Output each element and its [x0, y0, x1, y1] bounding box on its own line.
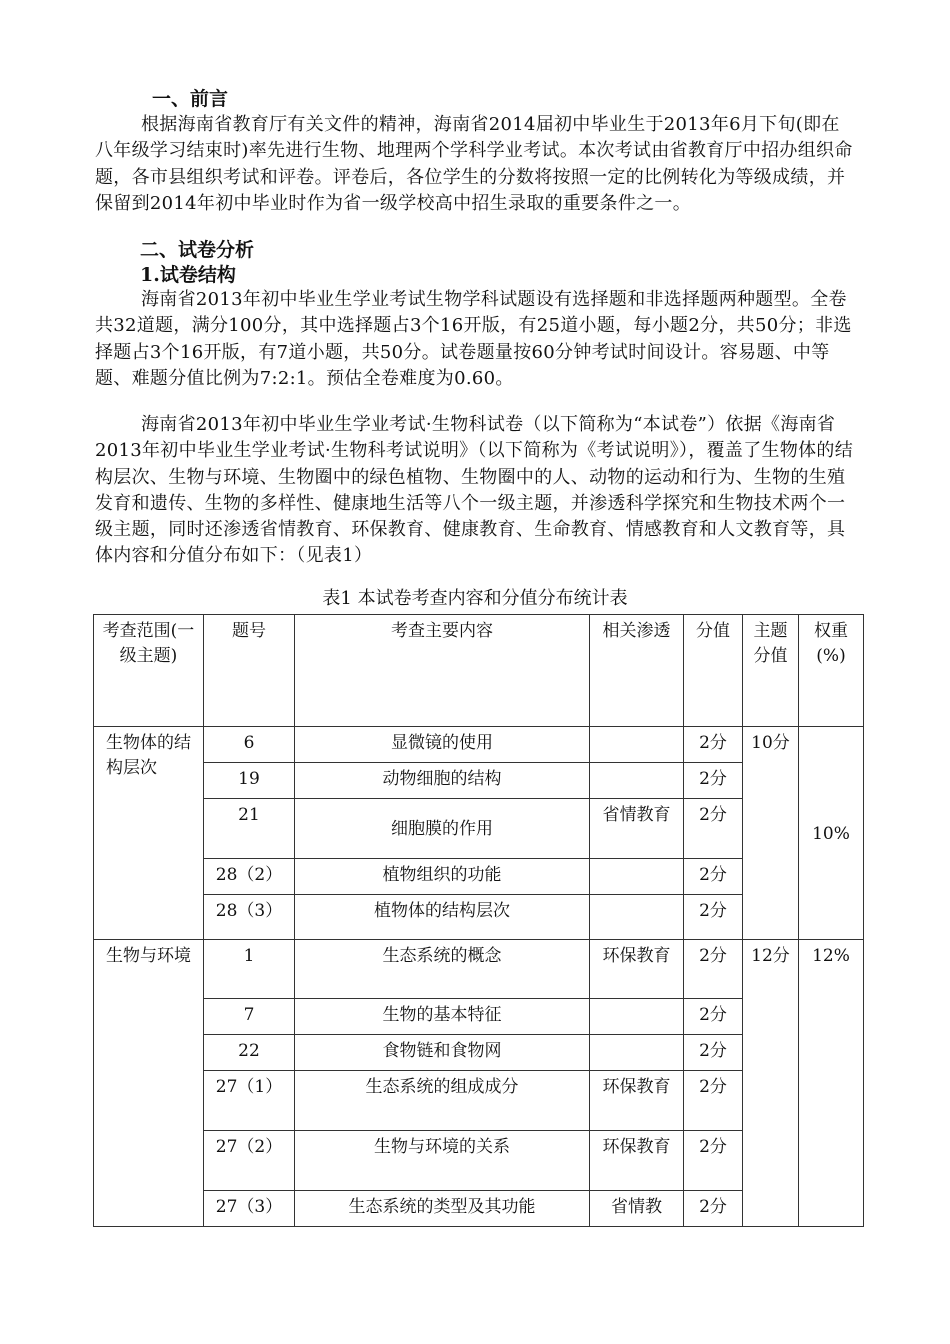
- row-score: 2分: [684, 799, 743, 859]
- analysis-heading: 二、试卷分析: [140, 239, 255, 261]
- row-number: 28（3）: [204, 895, 295, 940]
- row-number: 27（1）: [204, 1071, 295, 1131]
- row-content: 显微镜的使用: [295, 727, 590, 763]
- row-related: 环保教育: [590, 1071, 684, 1131]
- row-number: 28（2）: [204, 859, 295, 895]
- row-score: 2分: [684, 940, 743, 999]
- row-score: 2分: [684, 1191, 743, 1227]
- table-header-row: [94, 615, 864, 727]
- row-content: 生态系统的类型及其功能: [295, 1191, 590, 1227]
- row-related: [590, 859, 684, 895]
- row-score: 2分: [684, 1131, 743, 1191]
- table-row: [94, 940, 864, 999]
- header-related: 相关渗透: [590, 615, 684, 727]
- header-content: 考查主要内容: [295, 615, 590, 727]
- content-paragraph: 海南省2013年初中毕业生学业考试·生物科试卷（以下简称为“本试卷”）依据《海南省2013年初中毕业生学业考试·生物科考试说明》（以下简称为《考试说明》），覆盖了生物体的结构层次、生物与环境、生物圈中的绿色植物、生物圈中的人、动物的运动和行为、生物的生殖发育和遗传、生物的多样性、健康地生活等八个一级主题，并渗透科学探究和生物技术两个一级主题，同时还渗透省情教育、环保教育、健康教育、生命教育、情感教育和人文教育等，具体内容和分值分布如下：（见表1）: [95, 414, 854, 567]
- row-number: 19: [204, 763, 295, 799]
- row-related: [590, 763, 684, 799]
- row-score: 2分: [684, 763, 743, 799]
- score-distribution-table: [93, 614, 864, 1227]
- row-content: 植物组织的功能: [295, 859, 590, 895]
- header-score: 分值: [684, 615, 743, 727]
- row-related: 环保教育: [590, 940, 684, 999]
- row-number: 6: [204, 727, 295, 763]
- table-row: [94, 727, 864, 763]
- row-related: [590, 999, 684, 1035]
- group-topic-score: 12分: [743, 940, 799, 1227]
- group-scope: 生物体的结构层次: [94, 727, 204, 940]
- row-number: 22: [204, 1035, 295, 1071]
- row-score: 2分: [684, 1071, 743, 1131]
- row-content: 生态系统的概念: [295, 940, 590, 999]
- header-weight: 权重(%): [799, 615, 864, 727]
- row-number: 27（2）: [204, 1131, 295, 1191]
- row-number: 27（3）: [204, 1191, 295, 1227]
- preface-paragraph: 根据海南省教育厅有关文件的精神，海南省2014届初中毕业生于2013年6月下旬(即在八年级学习结束时)率先进行生物、地理两个学科学业考试。本次考试由省教育厅中招办组织命题，各市县组织考试和评卷。评卷后，各位学生的分数将按照一定的比例转化为等级成绩，并保留到2014年初中毕业时作为省一级学校高中招生录取的重要条件之一。: [95, 114, 853, 214]
- header-scope: 考查范围(一级主题): [94, 615, 204, 727]
- row-content: 生物与环境的关系: [295, 1131, 590, 1191]
- row-related: 省情教育: [590, 799, 684, 859]
- row-number: 7: [204, 999, 295, 1035]
- row-content: 生态系统的组成成分: [295, 1071, 590, 1131]
- header-number: 题号: [204, 615, 295, 727]
- row-number: 21: [204, 799, 295, 859]
- row-number: 1: [204, 940, 295, 999]
- row-related: 环保教育: [590, 1131, 684, 1191]
- row-score: 2分: [684, 999, 743, 1035]
- row-score: 2分: [684, 895, 743, 940]
- row-content: 植物体的结构层次: [295, 895, 590, 940]
- structure-paragraph: 海南省2013年初中毕业生学业考试生物学科试题设有选择题和非选择题两种题型。全卷共32道题，满分100分，其中选择题占3个16开版，有25道小题，每小题2分，共50分；非选择题占3个16开版，有7道小题，共50分。试卷题量按60分钟考试时间设计。容易题、中等题、难题分值比例为7:2:1。预估全卷难度为0.60。: [95, 289, 852, 389]
- group-scope: 生物与环境: [94, 940, 204, 1227]
- row-related: [590, 895, 684, 940]
- row-content: 细胞膜的作用: [295, 799, 590, 859]
- row-score: 2分: [684, 859, 743, 895]
- group-topic-score: 10分: [743, 727, 799, 940]
- structure-heading: 1.试卷结构: [140, 264, 236, 286]
- row-related: [590, 1035, 684, 1071]
- row-related: [590, 727, 684, 763]
- preface-heading: 一、前言: [152, 88, 229, 110]
- row-content: 食物链和食物网: [295, 1035, 590, 1071]
- row-content: 生物的基本特征: [295, 999, 590, 1035]
- row-related: 省情教: [590, 1191, 684, 1227]
- header-topic-score: 主题分值: [743, 615, 799, 727]
- table-caption: 表1 本试卷考查内容和分值分布统计表: [322, 588, 628, 609]
- row-score: 2分: [684, 727, 743, 763]
- group-weight: 10%: [799, 727, 864, 940]
- row-content: 动物细胞的结构: [295, 763, 590, 799]
- row-score: 2分: [684, 1035, 743, 1071]
- group-weight: 12%: [799, 940, 864, 1227]
